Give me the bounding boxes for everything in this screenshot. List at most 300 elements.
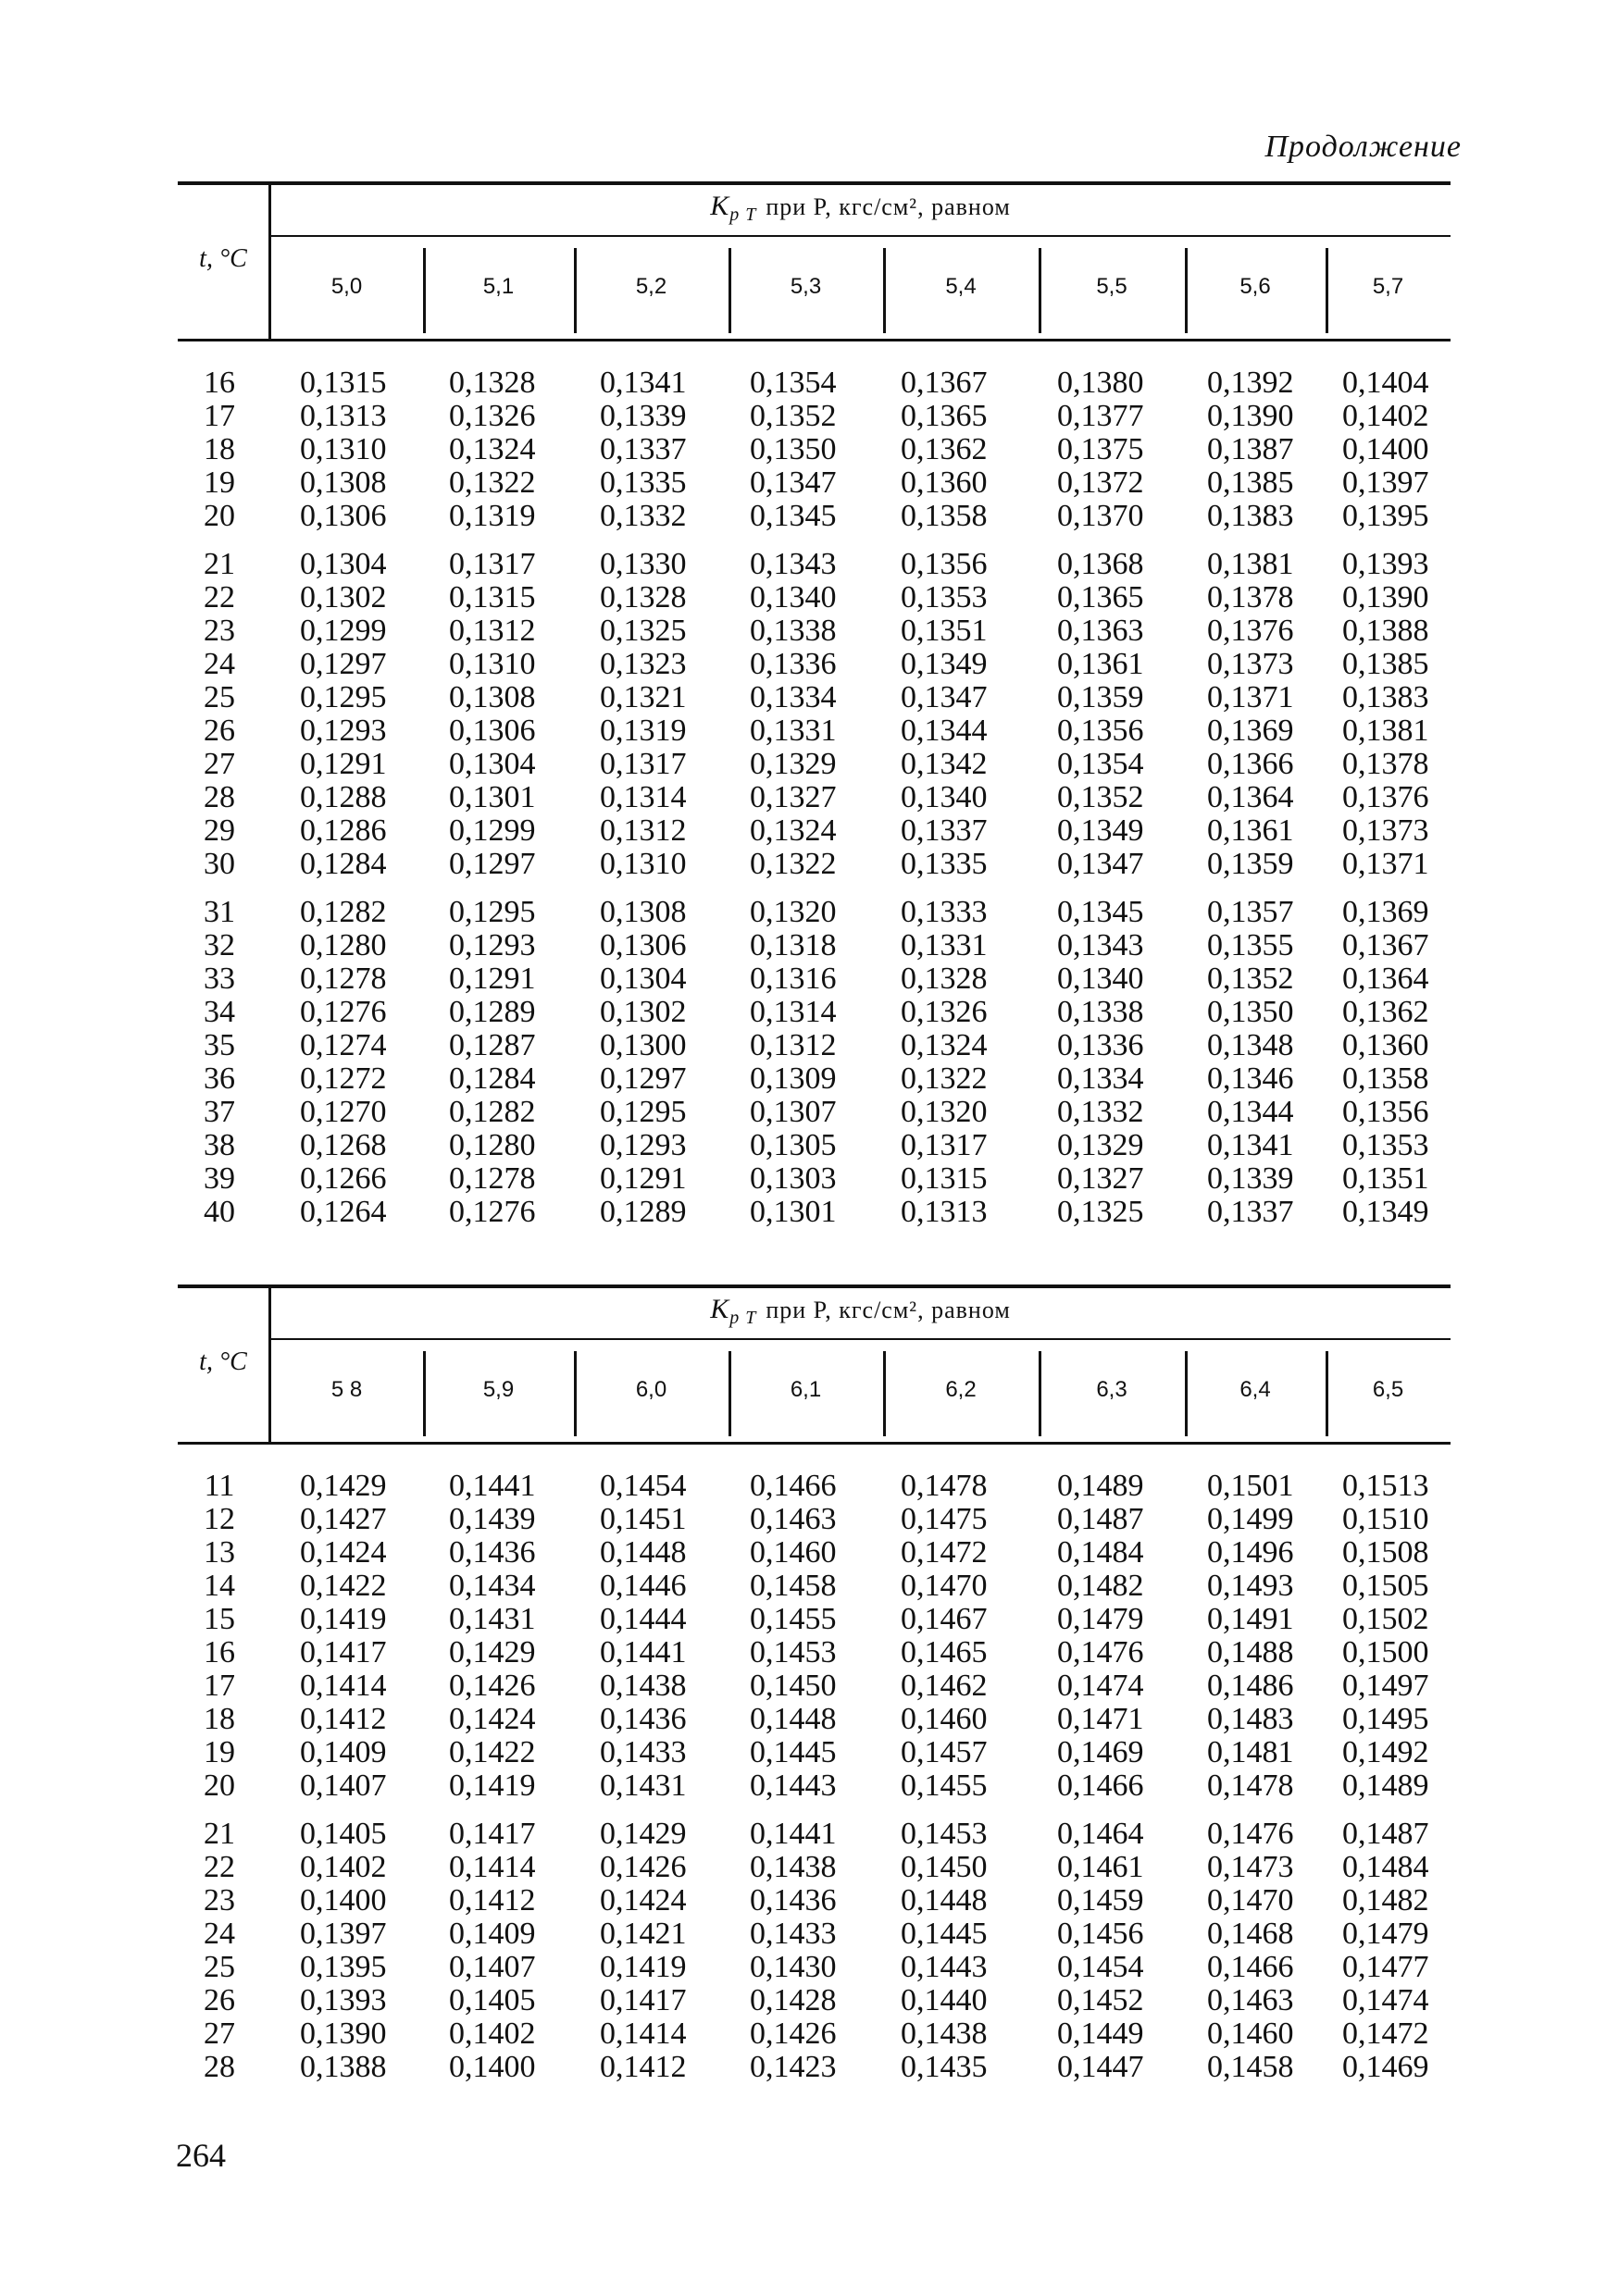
- temperature-cell: 26: [204, 714, 235, 748]
- kpt-value-cell: 0,1284: [300, 847, 387, 881]
- kpt-value-cell: 0,1347: [901, 680, 988, 714]
- kpt-value-cell: 0,1324: [901, 1028, 988, 1062]
- kpt-value-cell: 0,1466: [750, 1469, 837, 1503]
- kpt-value-cell: 0,1297: [449, 847, 536, 881]
- kpt-value-cell: 0,1392: [1207, 366, 1294, 400]
- kpt-value-cell: 0,1400: [1342, 432, 1429, 466]
- table-row: [178, 1536, 1451, 1570]
- kpt-value-cell: 0,1332: [1057, 1095, 1144, 1129]
- pressure-column-divider: [1326, 1351, 1328, 1436]
- temperature-cell: 28: [204, 780, 235, 814]
- kpt-value-cell: 0,1440: [901, 1983, 988, 2017]
- kpt-value-cell: 0,1337: [1207, 1195, 1294, 1229]
- table-row: [178, 648, 1451, 681]
- pressure-header-cell: 5,7: [1372, 274, 1404, 299]
- kpt-value-cell: 0,1345: [750, 499, 837, 533]
- pressure-header-cell: 6,0: [635, 1377, 667, 1402]
- kpt-value-cell: 0,1341: [600, 366, 687, 400]
- kpt-value-cell: 0,1314: [750, 995, 837, 1029]
- kpt-value-cell: 0,1333: [901, 895, 988, 929]
- pressure-column-divider: [1185, 248, 1188, 333]
- kpt-value-cell: 0,1438: [600, 1669, 687, 1703]
- kpt-value-cell: 0,1287: [449, 1028, 536, 1062]
- kpt-value-cell: 0,1272: [300, 1061, 387, 1096]
- kpt-value-cell: 0,1315: [449, 580, 536, 614]
- kpt-value-cell: 0,1359: [1207, 847, 1294, 881]
- kpt-value-cell: 0,1383: [1342, 680, 1429, 714]
- kpt-value-cell: 0,1380: [1057, 366, 1144, 400]
- kpt-value-cell: 0,1455: [901, 1769, 988, 1803]
- kpt-value-cell: 0,1464: [1057, 1817, 1144, 1851]
- kpt-value-cell: 0,1501: [1207, 1469, 1294, 1503]
- kpt-value-cell: 0,1468: [1207, 1917, 1294, 1951]
- kpt-value-cell: 0,1337: [901, 813, 988, 848]
- kpt-value-cell: 0,1319: [449, 499, 536, 533]
- kpt-value-cell: 0,1412: [600, 2050, 687, 2084]
- kpt-value-cell: 0,1320: [750, 895, 837, 929]
- kpt-value-cell: 0,1357: [1207, 895, 1294, 929]
- kpt-value-cell: 0,1327: [1057, 1161, 1144, 1196]
- kpt-value-cell: 0,1426: [449, 1669, 536, 1703]
- table-row: [178, 848, 1451, 881]
- kpt-value-cell: 0,1302: [600, 995, 687, 1029]
- kpt-value-cell: 0,1278: [300, 962, 387, 996]
- temperature-cell: 14: [204, 1569, 235, 1603]
- kpt-value-cell: 0,1469: [1342, 2050, 1429, 2084]
- kpt-value-cell: 0,1446: [600, 1569, 687, 1603]
- kpt-value-cell: 0,1360: [901, 465, 988, 500]
- kpt-value-cell: 0,1334: [1057, 1061, 1144, 1096]
- pressure-header-cell: 5,2: [635, 274, 667, 299]
- temperature-cell: 33: [204, 962, 235, 996]
- kpt-value-cell: 0,1360: [1342, 1028, 1429, 1062]
- kpt-value-cell: 0,1400: [449, 2050, 536, 2084]
- kpt-value-cell: 0,1332: [600, 499, 687, 533]
- kpt-value-cell: 0,1390: [1207, 399, 1294, 433]
- temperature-cell: 35: [204, 1028, 235, 1062]
- kpt-value-cell: 0,1371: [1207, 680, 1294, 714]
- kpt-value-cell: 0,1417: [449, 1817, 536, 1851]
- kpt-value-cell: 0,1308: [449, 680, 536, 714]
- kpt-value-cell: 0,1325: [600, 614, 687, 648]
- kpt-value-cell: 0,1393: [300, 1983, 387, 2017]
- kpt-value-cell: 0,1491: [1207, 1602, 1294, 1636]
- kpt-value-cell: 0,1270: [300, 1095, 387, 1129]
- kpt-value-cell: 0,1409: [449, 1917, 536, 1951]
- table-row: [178, 1129, 1451, 1162]
- kpt-value-cell: 0,1274: [300, 1028, 387, 1062]
- kp-caption: при P, кгс/см², равном: [766, 193, 1011, 220]
- kpt-value-cell: 0,1441: [449, 1469, 536, 1503]
- kpt-value-cell: 0,1367: [1342, 928, 1429, 962]
- kpt-value-cell: 0,1456: [1057, 1917, 1144, 1951]
- temperature-cell: 40: [204, 1195, 235, 1229]
- kpt-value-cell: 0,1454: [600, 1469, 687, 1503]
- table-row: [178, 548, 1451, 581]
- table-row: [178, 962, 1451, 996]
- kpt-value-cell: 0,1402: [300, 1850, 387, 1884]
- kpt-value-cell: 0,1502: [1342, 1602, 1429, 1636]
- kpt-value-cell: 0,1370: [1057, 499, 1144, 533]
- kpt-value-cell: 0,1335: [600, 465, 687, 500]
- temperature-cell: 16: [204, 366, 235, 400]
- kpt-value-cell: 0,1489: [1057, 1469, 1144, 1503]
- kpt-value-cell: 0,1340: [750, 580, 837, 614]
- kpt-value-cell: 0,1495: [1342, 1702, 1429, 1736]
- kpt-value-cell: 0,1463: [1207, 1983, 1294, 2017]
- kpt-value-cell: 0,1482: [1342, 1883, 1429, 1917]
- kpt-value-cell: 0,1419: [449, 1769, 536, 1803]
- kpt-value-cell: 0,1282: [300, 895, 387, 929]
- table-row: [178, 1669, 1451, 1703]
- kpt-value-cell: 0,1428: [750, 1983, 837, 2017]
- kpt-value-cell: 0,1338: [750, 614, 837, 648]
- kpt-value-cell: 0,1324: [750, 813, 837, 848]
- kpt-value-cell: 0,1362: [1342, 995, 1429, 1029]
- kpt-value-cell: 0,1395: [1342, 499, 1429, 533]
- kpt-value-cell: 0,1492: [1342, 1735, 1429, 1769]
- kpt-value-cell: 0,1313: [300, 399, 387, 433]
- kpt-value-cell: 0,1376: [1342, 780, 1429, 814]
- kpt-value-cell: 0,1289: [600, 1195, 687, 1229]
- table-row: [178, 433, 1451, 466]
- table-row: [178, 1703, 1451, 1736]
- kpt-value-cell: 0,1322: [750, 847, 837, 881]
- kpt-value-cell: 0,1383: [1207, 499, 1294, 533]
- kpt-value-cell: 0,1329: [750, 747, 837, 781]
- kpt-value-cell: 0,1361: [1057, 647, 1144, 681]
- kpt-value-cell: 0,1323: [600, 647, 687, 681]
- kpt-value-cell: 0,1453: [750, 1635, 837, 1669]
- kpt-value-cell: 0,1368: [1057, 547, 1144, 581]
- kpt-value-cell: 0,1295: [449, 895, 536, 929]
- kpt-value-cell: 0,1414: [300, 1669, 387, 1703]
- kpt-value-cell: 0,1352: [1207, 962, 1294, 996]
- kpt-value-cell: 0,1356: [1057, 714, 1144, 748]
- kpt-value-cell: 0,1304: [300, 547, 387, 581]
- kpt-table-1: [178, 181, 1451, 1236]
- kpt-value-cell: 0,1349: [1342, 1195, 1429, 1229]
- kpt-value-cell: 0,1335: [901, 847, 988, 881]
- kpt-value-cell: 0,1412: [300, 1702, 387, 1736]
- kpt-value-cell: 0,1447: [1057, 2050, 1144, 2084]
- kpt-value-cell: 0,1445: [901, 1917, 988, 1951]
- kpt-value-cell: 0,1353: [901, 580, 988, 614]
- kpt-value-cell: 0,1307: [750, 1095, 837, 1129]
- kpt-value-cell: 0,1444: [600, 1602, 687, 1636]
- kpt-value-cell: 0,1453: [901, 1817, 988, 1851]
- table-row: [178, 929, 1451, 962]
- kpt-value-cell: 0,1314: [600, 780, 687, 814]
- table-row: [178, 814, 1451, 848]
- kpt-value-cell: 0,1375: [1057, 432, 1144, 466]
- kpt-value-cell: 0,1316: [750, 962, 837, 996]
- kpt-value-cell: 0,1431: [600, 1769, 687, 1803]
- pressure-header-cell: 5,4: [945, 274, 977, 299]
- kpt-value-cell: 0,1452: [1057, 1983, 1144, 2017]
- table-row: [178, 996, 1451, 1029]
- table-row: [178, 466, 1451, 500]
- kpt-value-cell: 0,1293: [300, 714, 387, 748]
- kpt-value-cell: 0,1280: [300, 928, 387, 962]
- kpt-value-cell: 0,1361: [1207, 813, 1294, 848]
- kpt-value-cell: 0,1364: [1207, 780, 1294, 814]
- kp-header-rule: [270, 235, 1451, 237]
- kpt-value-cell: 0,1363: [1057, 614, 1144, 648]
- pressure-header-cell: 6,2: [945, 1377, 977, 1402]
- kpt-value-cell: 0,1369: [1342, 895, 1429, 929]
- table-row: [178, 748, 1451, 781]
- table-row: [178, 1162, 1451, 1196]
- kpt-value-cell: 0,1291: [449, 962, 536, 996]
- kpt-value-cell: 0,1489: [1342, 1769, 1429, 1803]
- table-row: [178, 2017, 1451, 2051]
- kpt-value-cell: 0,1417: [600, 1983, 687, 2017]
- temperature-cell: 39: [204, 1161, 235, 1196]
- table-row: [178, 1884, 1451, 1917]
- kpt-value-cell: 0,1470: [1207, 1883, 1294, 1917]
- kp-symbol: K: [710, 1294, 730, 1324]
- kpt-value-cell: 0,1407: [300, 1769, 387, 1803]
- kpt-value-cell: 0,1459: [1057, 1883, 1144, 1917]
- kpt-value-cell: 0,1293: [449, 928, 536, 962]
- kpt-value-cell: 0,1315: [901, 1161, 988, 1196]
- kpt-value-cell: 0,1387: [1207, 432, 1294, 466]
- kpt-value-cell: 0,1336: [750, 647, 837, 681]
- kpt-value-cell: 0,1354: [1057, 747, 1144, 781]
- kpt-value-cell: 0,1377: [1057, 399, 1144, 433]
- kpt-value-cell: 0,1288: [300, 780, 387, 814]
- kpt-value-cell: 0,1471: [1057, 1702, 1144, 1736]
- kpt-value-cell: 0,1328: [449, 366, 536, 400]
- kpt-value-cell: 0,1478: [901, 1469, 988, 1503]
- kpt-value-cell: 0,1497: [1342, 1669, 1429, 1703]
- kpt-value-cell: 0,1390: [1342, 580, 1429, 614]
- kpt-value-cell: 0,1427: [300, 1502, 387, 1536]
- table-row: [178, 896, 1451, 929]
- kpt-value-cell: 0,1358: [1342, 1061, 1429, 1096]
- kpt-value-cell: 0,1352: [750, 399, 837, 433]
- kpt-value-cell: 0,1313: [901, 1195, 988, 1229]
- pressure-column-divider: [883, 1351, 886, 1436]
- kpt-value-cell: 0,1473: [1207, 1850, 1294, 1884]
- kp-subscript: p T: [729, 1308, 757, 1329]
- kp-subscript: p T: [729, 205, 757, 226]
- kpt-value-cell: 0,1414: [600, 2017, 687, 2051]
- kpt-value-cell: 0,1325: [1057, 1195, 1144, 1229]
- kpt-value-cell: 0,1347: [750, 465, 837, 500]
- kpt-value-cell: 0,1334: [750, 680, 837, 714]
- kpt-value-cell: 0,1414: [449, 1850, 536, 1884]
- kpt-value-cell: 0,1435: [901, 2050, 988, 2084]
- kpt-value-cell: 0,1306: [600, 928, 687, 962]
- table-row: [178, 1196, 1451, 1229]
- kpt-value-cell: 0,1339: [1207, 1161, 1294, 1196]
- temperature-cell: 17: [204, 1669, 235, 1703]
- kpt-value-cell: 0,1310: [300, 432, 387, 466]
- kpt-value-cell: 0,1308: [300, 465, 387, 500]
- kpt-value-cell: 0,1397: [1342, 465, 1429, 500]
- table-row: [178, 614, 1451, 648]
- kpt-value-cell: 0,1424: [300, 1535, 387, 1570]
- kpt-value-cell: 0,1309: [750, 1061, 837, 1096]
- temperature-cell: 18: [204, 432, 235, 466]
- temperature-cell: 36: [204, 1061, 235, 1096]
- kp-symbol: K: [710, 191, 730, 221]
- temperature-cell: 29: [204, 813, 235, 848]
- kpt-value-cell: 0,1349: [1057, 813, 1144, 848]
- pressure-header-cell: 5,3: [790, 274, 822, 299]
- kpt-value-cell: 0,1476: [1057, 1635, 1144, 1669]
- kpt-value-cell: 0,1331: [901, 928, 988, 962]
- kpt-value-cell: 0,1317: [449, 547, 536, 581]
- kpt-value-cell: 0,1299: [300, 614, 387, 648]
- kpt-value-cell: 0,1284: [449, 1061, 536, 1096]
- kpt-value-cell: 0,1407: [449, 1950, 536, 1984]
- kpt-value-cell: 0,1286: [300, 813, 387, 848]
- kpt-value-cell: 0,1317: [600, 747, 687, 781]
- table-row: [178, 1984, 1451, 2017]
- kpt-value-cell: 0,1430: [750, 1950, 837, 1984]
- kpt-value-cell: 0,1409: [300, 1735, 387, 1769]
- kpt-value-cell: 0,1291: [600, 1161, 687, 1196]
- t-column-header: t, °C: [199, 244, 247, 273]
- kpt-value-cell: 0,1479: [1342, 1917, 1429, 1951]
- temperature-cell: 11: [204, 1469, 235, 1503]
- kpt-value-cell: 0,1419: [600, 1950, 687, 1984]
- kpt-value-cell: 0,1373: [1342, 813, 1429, 848]
- kpt-value-cell: 0,1466: [1057, 1769, 1144, 1803]
- pressure-column-divider: [1039, 248, 1041, 333]
- kpt-value-cell: 0,1450: [750, 1669, 837, 1703]
- kpt-value-cell: 0,1350: [1207, 995, 1294, 1029]
- kp-column-header: [270, 1294, 1451, 1329]
- kpt-value-cell: 0,1405: [449, 1983, 536, 2017]
- kpt-value-cell: 0,1441: [600, 1635, 687, 1669]
- kpt-value-cell: 0,1321: [600, 680, 687, 714]
- pressure-header-cell: 5,0: [330, 274, 363, 299]
- kpt-value-cell: 0,1385: [1342, 647, 1429, 681]
- kpt-value-cell: 0,1312: [449, 614, 536, 648]
- kpt-value-cell: 0,1343: [1057, 928, 1144, 962]
- kpt-value-cell: 0,1315: [300, 366, 387, 400]
- kpt-value-cell: 0,1429: [449, 1635, 536, 1669]
- table-row: [178, 1736, 1451, 1769]
- kpt-value-cell: 0,1500: [1342, 1635, 1429, 1669]
- kpt-value-cell: 0,1438: [901, 2017, 988, 2051]
- kpt-value-cell: 0,1367: [901, 366, 988, 400]
- continuation-label: Продолжение: [1264, 130, 1462, 164]
- pressure-header-cell: 5,6: [1239, 274, 1271, 299]
- temperature-cell: 16: [204, 1635, 235, 1669]
- kpt-value-cell: 0,1474: [1342, 1983, 1429, 2017]
- kpt-value-cell: 0,1306: [449, 714, 536, 748]
- kpt-value-cell: 0,1393: [1342, 547, 1429, 581]
- table-row: [178, 1851, 1451, 1884]
- kp-column-header: [270, 191, 1451, 226]
- table-row: [178, 781, 1451, 814]
- kpt-value-cell: 0,1513: [1342, 1469, 1429, 1503]
- temperature-cell: 32: [204, 928, 235, 962]
- table-top-rule: [178, 1285, 1451, 1288]
- kpt-value-cell: 0,1438: [750, 1850, 837, 1884]
- kpt-value-cell: 0,1291: [300, 747, 387, 781]
- kpt-value-cell: 0,1426: [600, 1850, 687, 1884]
- temperature-cell: 21: [204, 1817, 235, 1851]
- pressure-column-divider: [1185, 1351, 1188, 1436]
- kpt-value-cell: 0,1348: [1207, 1028, 1294, 1062]
- kpt-value-cell: 0,1365: [901, 399, 988, 433]
- pressure-column-divider: [574, 1351, 577, 1436]
- kpt-value-cell: 0,1310: [449, 647, 536, 681]
- kpt-value-cell: 0,1347: [1057, 847, 1144, 881]
- pressure-header-cell: 5 8: [330, 1377, 363, 1402]
- kpt-value-cell: 0,1293: [600, 1128, 687, 1162]
- kpt-value-cell: 0,1457: [901, 1735, 988, 1769]
- kpt-value-cell: 0,1356: [1342, 1095, 1429, 1129]
- kpt-value-cell: 0,1454: [1057, 1950, 1144, 1984]
- kpt-value-cell: 0,1402: [449, 2017, 536, 2051]
- kpt-value-cell: 0,1419: [300, 1602, 387, 1636]
- kpt-value-cell: 0,1436: [449, 1535, 536, 1570]
- pressure-column-divider: [574, 248, 577, 333]
- kpt-value-cell: 0,1474: [1057, 1669, 1144, 1703]
- pressure-column-divider: [729, 248, 731, 333]
- kpt-value-cell: 0,1308: [600, 895, 687, 929]
- kpt-value-cell: 0,1365: [1057, 580, 1144, 614]
- kpt-value-cell: 0,1424: [600, 1883, 687, 1917]
- kpt-value-cell: 0,1461: [1057, 1850, 1144, 1884]
- temperature-cell: 18: [204, 1702, 235, 1736]
- kpt-value-cell: 0,1476: [1207, 1817, 1294, 1851]
- kpt-value-cell: 0,1417: [300, 1635, 387, 1669]
- kpt-value-cell: 0,1297: [600, 1061, 687, 1096]
- kpt-value-cell: 0,1487: [1057, 1502, 1144, 1536]
- table-row: [178, 581, 1451, 614]
- table-row: [178, 400, 1451, 433]
- kpt-value-cell: 0,1338: [1057, 995, 1144, 1029]
- kpt-value-cell: 0,1470: [901, 1569, 988, 1603]
- kp-header-rule: [270, 1338, 1451, 1340]
- temperature-cell: 13: [204, 1535, 235, 1570]
- temperature-cell: 21: [204, 547, 235, 581]
- pressure-column-divider: [1326, 248, 1328, 333]
- temperature-cell: 17: [204, 399, 235, 433]
- kpt-value-cell: 0,1326: [449, 399, 536, 433]
- kpt-value-cell: 0,1351: [901, 614, 988, 648]
- kpt-value-cell: 0,1302: [300, 580, 387, 614]
- kpt-value-cell: 0,1297: [300, 647, 387, 681]
- kpt-value-cell: 0,1472: [1342, 2017, 1429, 2051]
- kpt-value-cell: 0,1342: [901, 747, 988, 781]
- kpt-value-cell: 0,1306: [300, 499, 387, 533]
- kpt-value-cell: 0,1443: [750, 1769, 837, 1803]
- kpt-value-cell: 0,1422: [449, 1735, 536, 1769]
- temperature-cell: 23: [204, 1883, 235, 1917]
- kpt-value-cell: 0,1359: [1057, 680, 1144, 714]
- kpt-value-cell: 0,1264: [300, 1195, 387, 1229]
- temperature-cell: 27: [204, 2017, 235, 2051]
- kpt-value-cell: 0,1429: [600, 1817, 687, 1851]
- kpt-value-cell: 0,1358: [901, 499, 988, 533]
- kpt-value-cell: 0,1330: [600, 547, 687, 581]
- kpt-value-cell: 0,1366: [1207, 747, 1294, 781]
- kpt-value-cell: 0,1421: [600, 1917, 687, 1951]
- temperature-cell: 20: [204, 499, 235, 533]
- temperature-cell: 30: [204, 847, 235, 881]
- pressure-column-divider: [1039, 1351, 1041, 1436]
- kpt-value-cell: 0,1376: [1207, 614, 1294, 648]
